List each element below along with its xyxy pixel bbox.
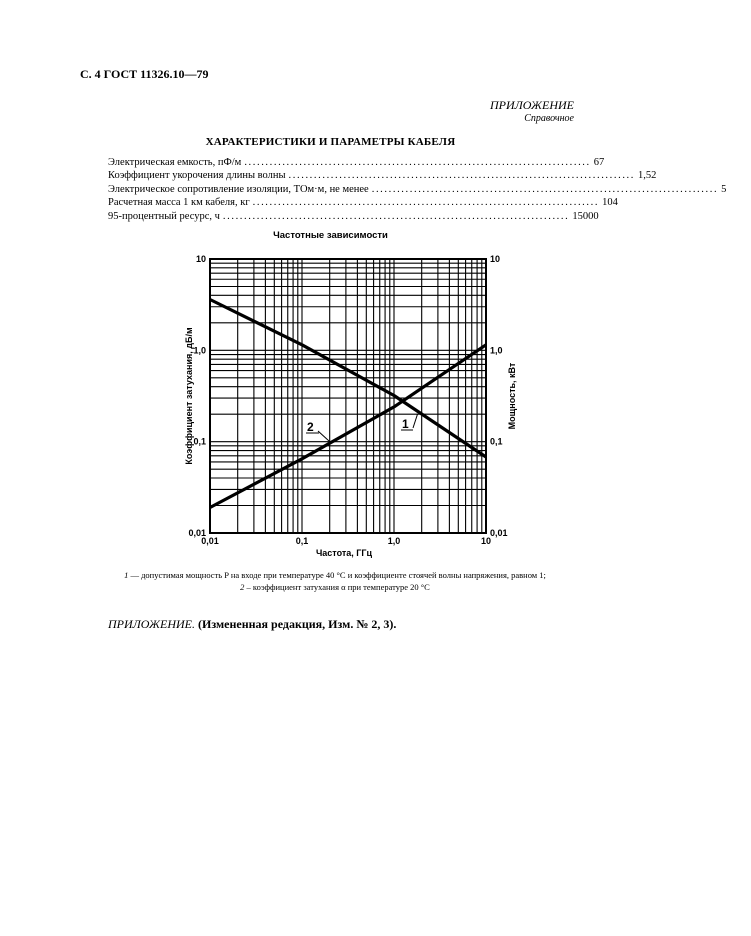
- y-tick-label-left: 0,01: [188, 528, 206, 538]
- y-axis-label-right: Мощность, кВт: [507, 362, 517, 430]
- parameter-label: Электрическое сопротивление изоляции, ТОм·м, не менее: [108, 183, 369, 195]
- parameter-value: 5: [721, 183, 727, 195]
- caption-text-1: — допустимая мощность P на входе при температуре 40 °С и коэффициенте стоячей волны напряжения, равном 1;: [128, 570, 546, 580]
- chart-caption: [80, 569, 590, 593]
- amendment-prefix: ПРИЛОЖЕНИЕ.: [108, 617, 195, 631]
- leader-dots: ..................................................................................: [252, 197, 600, 209]
- leader-dots: ..................................................................................: [371, 183, 719, 195]
- amendment-text: (Измененная редакция, Изм. № 2, 3).: [194, 617, 397, 631]
- amendment-note: [108, 617, 396, 632]
- x-tick-label: 0,1: [295, 536, 309, 546]
- y-tick-label-right: 0,01: [490, 528, 508, 538]
- series-marker-leader: [413, 414, 417, 428]
- parameter-label: Электрическая емкость, пФ/м: [108, 157, 242, 168]
- series-marker-label: 1: [402, 417, 409, 431]
- chart-title: Частотные зависимости: [273, 230, 388, 241]
- y-tick-label-left: 1,0: [193, 345, 206, 356]
- leader-dots: ..................................................................................: [244, 157, 591, 168]
- caption-line-1: [80, 569, 590, 581]
- parameter-label: 95-процентный ресурс, ч: [108, 210, 220, 222]
- y-tick-label-right: 0,1: [490, 436, 503, 447]
- y-tick-label-right: 10: [490, 254, 501, 264]
- x-axis-label: Частота, ГГц: [315, 548, 373, 558]
- parameter-value: 104: [602, 197, 618, 209]
- y-tick-label-left: 0,1: [193, 436, 206, 447]
- parameter-value: 1,52: [638, 170, 657, 182]
- page-header: С. 4 ГОСТ 11326.10—79: [80, 67, 209, 81]
- y-tick-label-right: 1,0: [490, 345, 503, 356]
- leader-dots: ..................................................................................: [222, 210, 570, 222]
- x-tick-label: 0,01: [201, 536, 219, 546]
- caption-text-2: – коэффициент затухания α при температуре 20 °С: [244, 582, 430, 592]
- caption-number-2: 2: [240, 582, 245, 592]
- leader-dots: ..................................................................................: [288, 170, 635, 182]
- parameter-value: 67: [593, 157, 605, 168]
- x-tick-label: 10: [480, 536, 492, 546]
- series-marker-leader: [318, 431, 330, 442]
- series-marker-label: 2: [307, 420, 314, 434]
- appendix-title: ПРИЛОЖЕНИЕ: [490, 98, 574, 112]
- parameter-label: Расчетная масса 1 км кабеля, кг: [108, 197, 250, 209]
- appendix-type: Справочное: [524, 113, 574, 124]
- caption-line-2: [80, 581, 590, 593]
- x-tick-label: 1,0: [387, 536, 401, 546]
- parameter-label: Коэффициент укорочения длины волны: [108, 170, 286, 182]
- plot-frame: [210, 259, 486, 533]
- y-tick-label-left: 10: [195, 254, 206, 264]
- caption-number-1: 1: [124, 570, 129, 580]
- y-axis-label-left: Коэффициент затухания, дБ/м: [184, 327, 194, 465]
- parameter-value: 15000: [572, 210, 599, 222]
- section-title: ХАРАКТЕРИСТИКИ И ПАРАМЕТРЫ КАБЕЛЯ: [205, 136, 456, 148]
